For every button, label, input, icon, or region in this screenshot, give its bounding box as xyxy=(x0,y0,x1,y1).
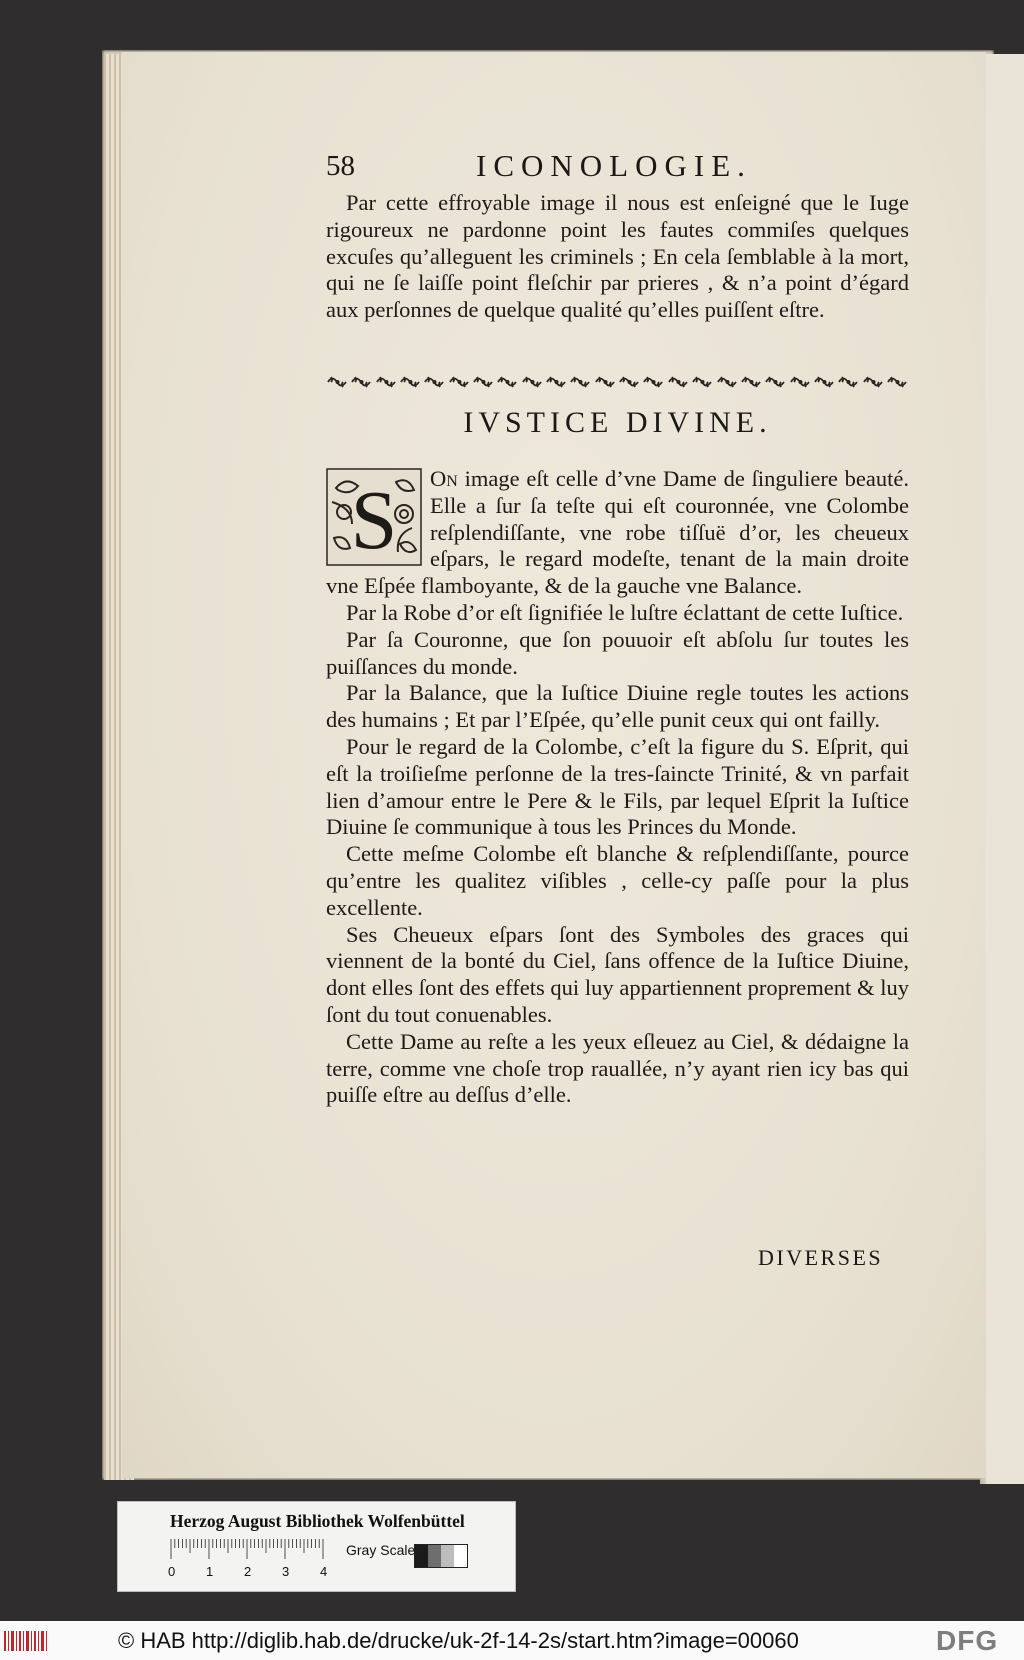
fleuron-icon xyxy=(399,373,422,391)
fleuron-icon xyxy=(545,373,568,391)
paragraph: Pour le regard de la Colombe, c’eſt la figure du S. Eſprit, qui eſt la troiſieſme perſonne de la tres-ſaincte Trinité, & vn parfait lien d’amour entre le Pere & le Fils, par lequel Eſprit la Iuſtice Diuine ſe communique à tous les Princes du Monde. xyxy=(326,733,909,840)
gray-scale-swatches xyxy=(414,1544,468,1568)
library-name: Herzog August Bibliothek Wolfenbüttel xyxy=(170,1511,465,1531)
dfg-logo: DFG xyxy=(936,1625,999,1656)
gray-scale-label: Gray Scale xyxy=(346,1542,416,1558)
first-word: On xyxy=(430,466,458,491)
running-title: ICONOLOGIE. xyxy=(476,148,752,183)
decorated-initial-icon xyxy=(326,468,422,566)
fleuron-icon xyxy=(326,373,349,391)
fleuron-icon xyxy=(472,373,495,391)
ruler-number: 3 xyxy=(282,1564,290,1579)
fleuron-icon xyxy=(667,373,690,391)
intro-paragraph-block xyxy=(326,190,909,324)
section-title: IVSTICE DIVINE. xyxy=(463,406,772,439)
ruler-number: 0 xyxy=(168,1564,176,1579)
fleuron-icon xyxy=(569,373,592,391)
fleuron-icon xyxy=(886,373,909,391)
fleuron-icon xyxy=(521,373,544,391)
fleuron-icon xyxy=(423,373,446,391)
page-number: 58 xyxy=(326,150,355,182)
fleuron-icon xyxy=(837,373,860,391)
fleuron-icon xyxy=(740,373,763,391)
gray-swatch xyxy=(441,1545,454,1567)
paragraph: Ses Cheueux eſpars ſont des Symboles des graces qui viennent de la bonté du Ciel, ſans offence de la Iuſtice Diuine, dont elles ſont des effets qui luy appartiennent proprement & luy ſont du tout conuenables. xyxy=(326,921,909,1027)
ruler-number: 4 xyxy=(320,1564,328,1579)
fleuron-icon xyxy=(764,373,787,391)
ruler-number: 2 xyxy=(244,1564,252,1579)
paragraph: Par ſa Couronne, que ſon pouuoir eſt abſolu ſur toutes les puiſſances du monde. xyxy=(326,626,909,679)
fleuron-icon xyxy=(618,373,641,391)
main-text xyxy=(326,466,909,1109)
fleuron-icon xyxy=(448,373,471,391)
footer-bar xyxy=(0,1621,1024,1660)
ruler-numbers xyxy=(168,1564,348,1582)
barcode-icon xyxy=(4,1629,48,1653)
paragraph: Cette meſme Colombe eſt blanche & reſplendiſſante, pource qu’entre les qualitez viſibles , celle-cy paſſe pour la plus excellente. xyxy=(326,841,909,920)
fleuron-icon xyxy=(789,373,812,391)
facing-page xyxy=(986,54,1024,1484)
fleuron-icon xyxy=(642,373,665,391)
fleuron-icon xyxy=(350,373,373,391)
copyright-link[interactable]: © HAB http://diglib.hab.de/drucke/uk-2f-14-2s/start.htm?image=00060 xyxy=(118,1628,799,1653)
page-header xyxy=(326,148,906,188)
ruler-number: 1 xyxy=(206,1564,214,1579)
fleuron-icon xyxy=(813,373,836,391)
fleuron-icon xyxy=(375,373,398,391)
ornamental-divider xyxy=(326,371,909,393)
fleuron-icon xyxy=(691,373,714,391)
gray-swatch xyxy=(454,1545,467,1567)
fleuron-icon xyxy=(716,373,739,391)
fleuron-icon xyxy=(496,373,519,391)
gray-swatch xyxy=(415,1545,428,1567)
catchword: DIVERSES xyxy=(758,1245,884,1270)
first-paragraph-text: image eſt celle d’vne Dame de ſinguliere beauté. Elle a ſur ſa teſte qui eſt couronnée, vne Colombe reſplendiſſante, vne robe tiſſuë d’or, les cheueux eſpars, le regard modeſte, tenant de la main droite vne Eſpée flamboyante, & de la gauche vne Balance. xyxy=(326,466,909,599)
ruler-scale xyxy=(170,1539,330,1559)
paragraph: Cette Dame au reſte a les yeux eſleuez au Ciel, & dédaigne la terre, comme vne choſe trop rauallée, n’y ayant rien icy bas qui puiſſe eſtre au deſſus d’elle. xyxy=(326,1028,909,1108)
library-color-card xyxy=(117,1501,516,1592)
fleuron-icon xyxy=(862,373,885,391)
intro-paragraph: Par cette effroyable image il nous est enſeigné que le Iuge rigoureux ne pardonne point les fautes commiſes quelques excuſes qu’alleguent les criminels ; En cela ſemblable à la mort, qui ne ſe laiſſe point fleſchir par prieres , & n’a point d’égard aux perſonnes de quelque qualité qu’elles puiſſent eſtre. xyxy=(326,190,909,323)
paragraph: Par la Robe d’or eſt ſignifiée le luſtre éclattant de cette Iuſtice. xyxy=(346,599,904,625)
fleuron-icon xyxy=(594,373,617,391)
dropcap-letter: S xyxy=(350,474,398,566)
gray-swatch xyxy=(428,1545,441,1567)
paragraph: Par la Balance, que la Iuſtice Diuine regle toutes les actions des humains ; Et par l’Eſpée, qu’elle punit ceux qui ont failly. xyxy=(326,680,909,733)
